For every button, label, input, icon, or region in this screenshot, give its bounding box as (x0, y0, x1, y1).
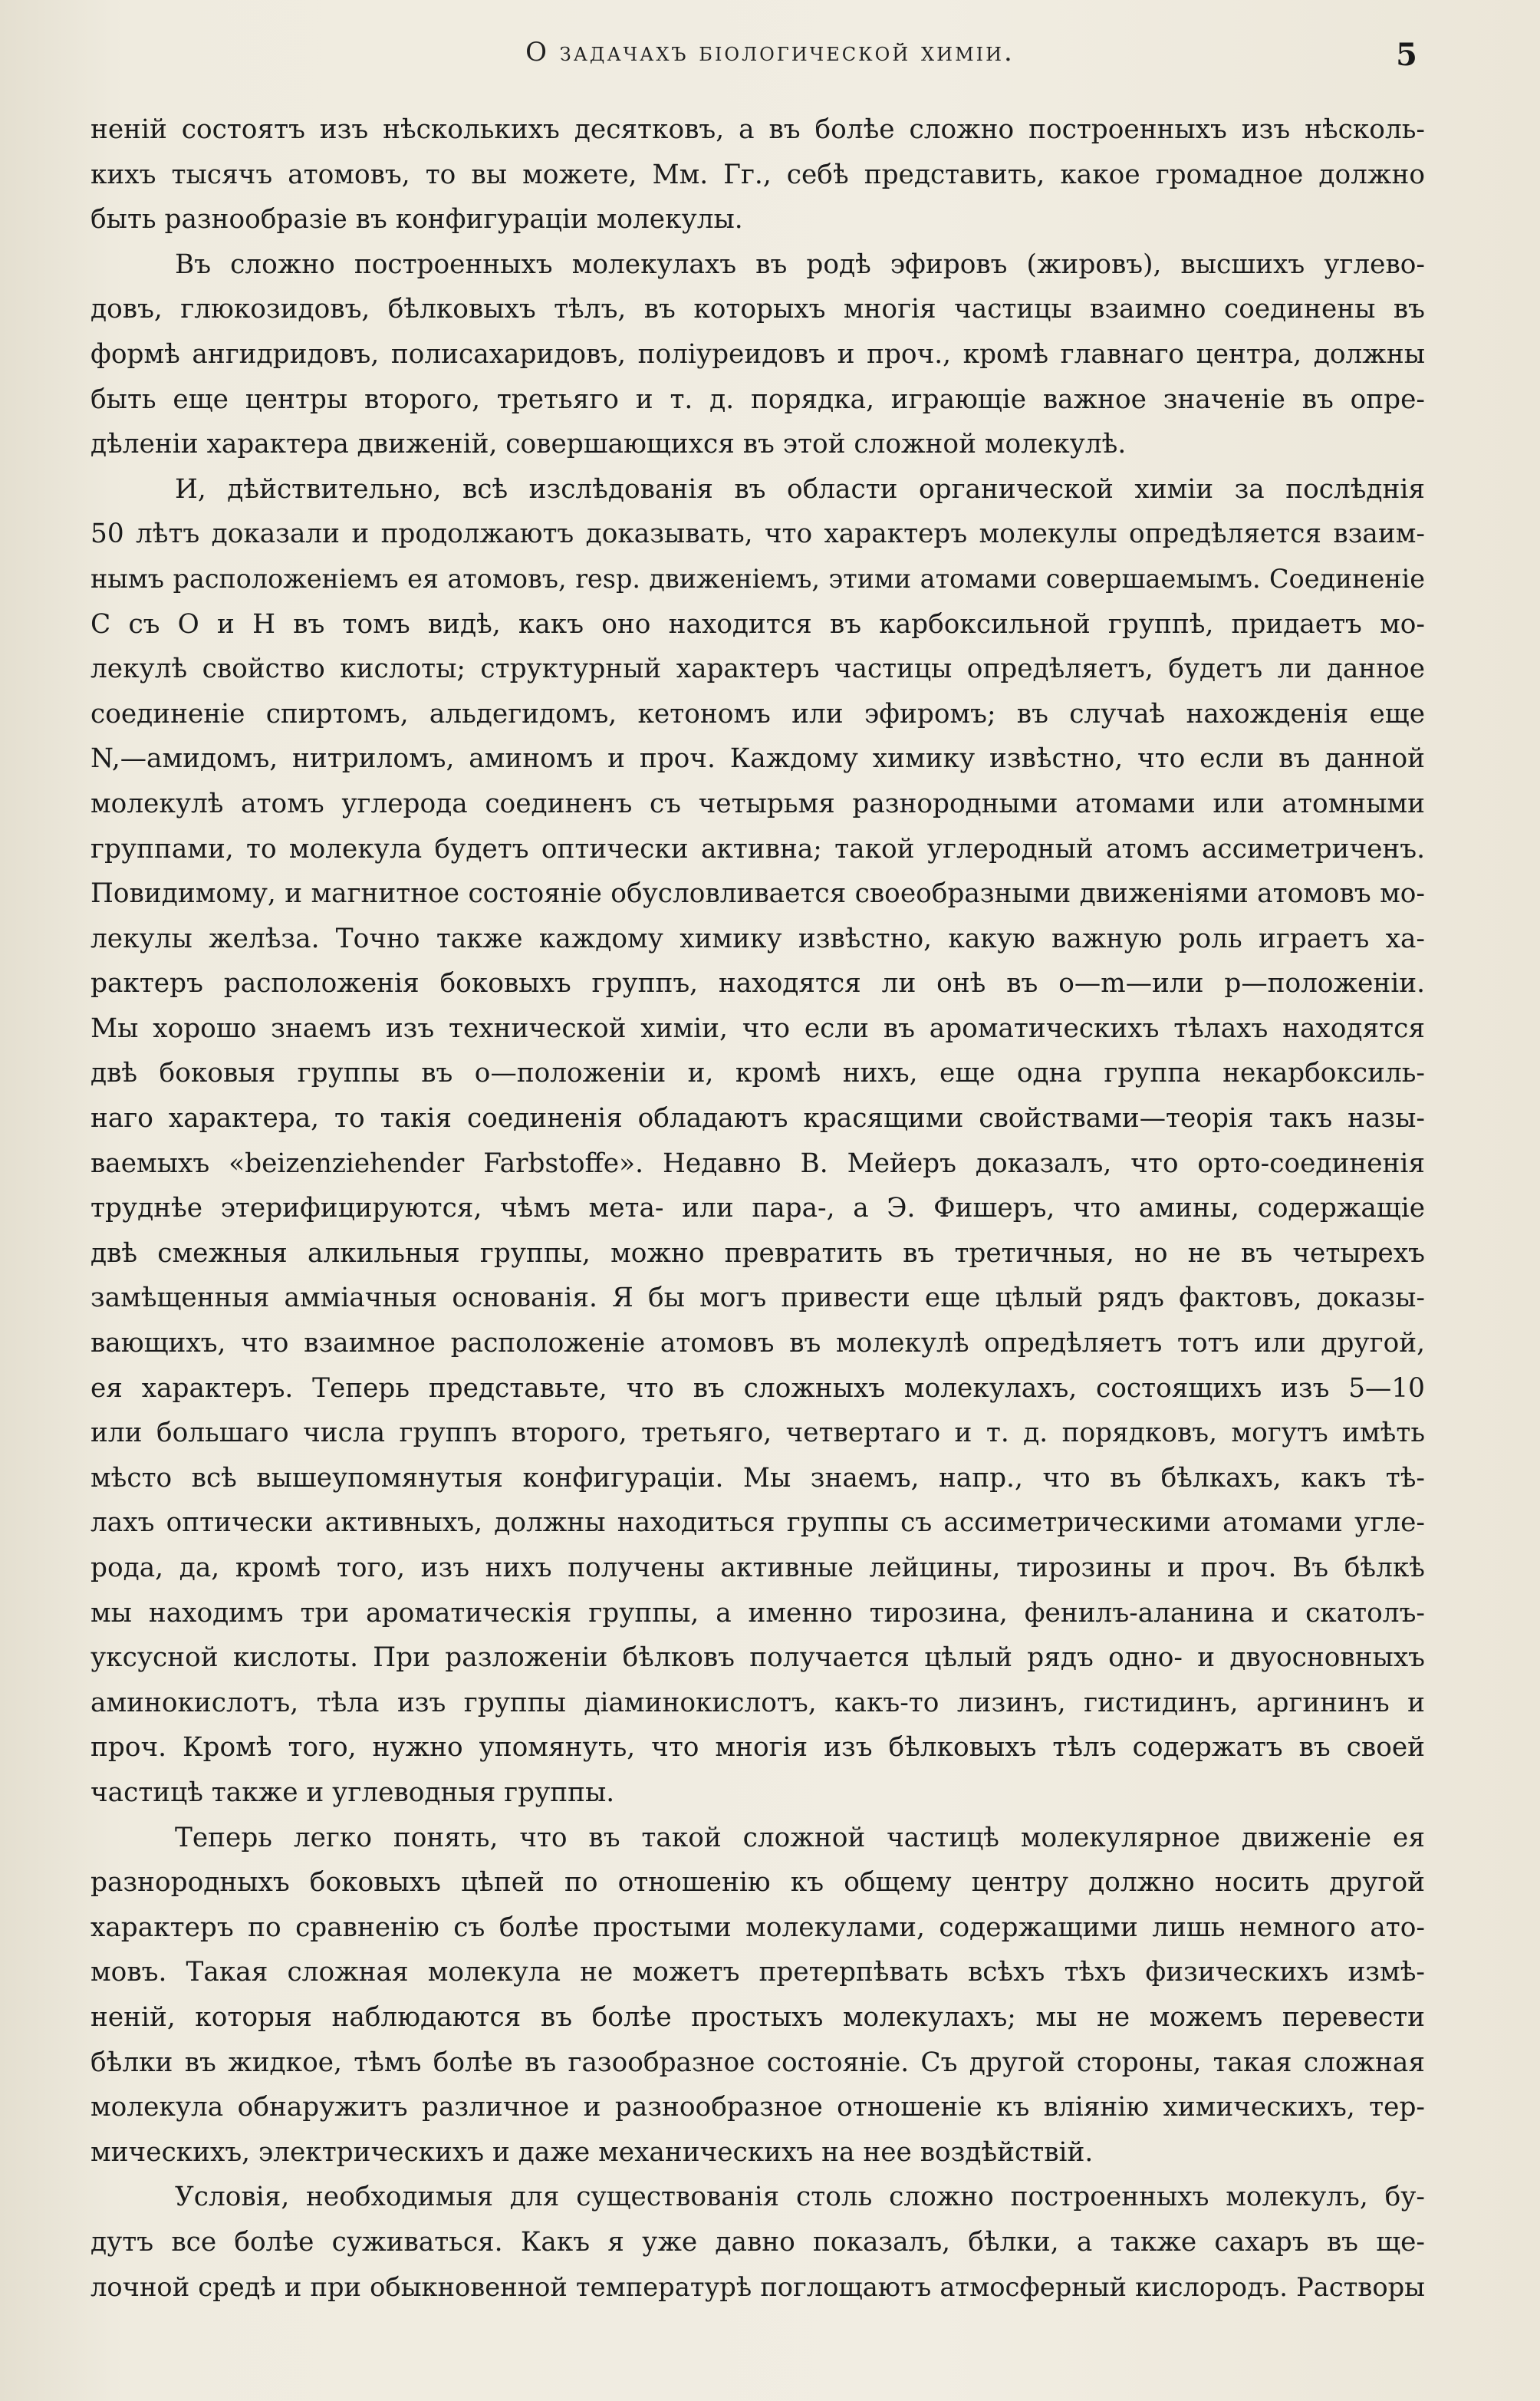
text-line: мѣсто всѣ вышеупомянутыя конфигураціи. Мы знаемъ, напр., что въ бѣлкахъ, какъ тѣ- (90, 1462, 1425, 1494)
text-line: наго характера, то такія соединенія обладаютъ красящими свойствами—теорія такъ назы- (90, 1103, 1425, 1135)
text-line: аминокислотъ, тѣла изъ группы діаминокислотъ, какъ-то лизинъ, гистидинъ, аргининъ и (90, 1687, 1425, 1718)
text-line: формѣ ангидридовъ, полисахаридовъ, поліуреидовъ и проч., кромѣ главнаго центра, должны (90, 338, 1425, 370)
text-line: 50 лѣтъ доказали и продолжаютъ доказывать, что характеръ молекулы опредѣляется взаим- (90, 519, 1425, 550)
text-line: С съ О и Н въ томъ видѣ, какъ оно находится въ карбоксильной группѣ, придаетъ мо- (90, 608, 1425, 640)
text-line: N,—амидомъ, нитриломъ, аминомъ и проч. Каждому химику извѣстно, что если въ данной (90, 743, 1425, 775)
text-line: Въ сложно построенныхъ молекулахъ въ родѣ эфировъ (жировъ), высшихъ углево- (175, 249, 1425, 280)
text-line: разнородныхъ боковыхъ цѣпей по отношенію къ общему центру должно носить другой (90, 1867, 1425, 1899)
text-line: быть еще центры второго, третьяго и т. д. порядка, играющіе важное значеніе въ опре- (90, 384, 1425, 415)
text-line: соединеніе спиртомъ, альдегидомъ, кетономъ или эфиромъ; въ случаѣ нахожденія еще (90, 698, 1425, 730)
body-text (90, 107, 1425, 2310)
text-line: Теперь легко понять, что въ такой сложной частицѣ молекулярное движеніе ея (175, 1822, 1425, 1853)
text-line: мовъ. Такая сложная молекула не можетъ претерпѣвать всѣхъ тѣхъ физическихъ измѣ- (90, 1957, 1425, 1988)
text-line: мическихъ, электрическихъ и даже механическихъ на нее воздѣйствій. (90, 2136, 1094, 2168)
text-line: группами, то молекула будетъ оптически активна; такой углеродный атомъ ассиметриченъ. (90, 833, 1425, 865)
text-line: двѣ боковыя группы въ о—положеніи и, кромѣ нихъ, еще одна группа некарбоксиль- (90, 1058, 1425, 1089)
text-line: лочной средѣ и при обыкновенной температурѣ поглощаютъ атмосферный кислородъ. Растворы (90, 2271, 1425, 2302)
text-line: уксусной кислоты. При разложеніи бѣлковъ получается цѣлый рядъ одно- и двуосновныхъ (90, 1642, 1425, 1674)
text-line: ея характеръ. Теперь представьте, что въ сложныхъ молекулахъ, состоящихъ изъ 5—10 (90, 1372, 1425, 1404)
text-line: труднѣе этерифицируются, чѣмъ мета- или пара-, а Э. Фишеръ, что амины, содержащіе (90, 1193, 1425, 1224)
text-line: ваемыхъ «beizenziehender Farbstoffe». Недавно В. Мейеръ доказалъ, что орто-соединенія (90, 1148, 1425, 1179)
text-line: Условія, необходимыя для существованія столь сложно построенныхъ молекулъ, бу- (175, 2182, 1425, 2213)
text-line: нымъ расположеніемъ ея атомовъ, resp. движеніемъ, этими атомами совершаемымъ. Соединеніе (90, 563, 1425, 594)
text-line: молекула обнаружитъ различное и разнообразное отношеніе къ вліянію химическихъ, тер- (90, 2092, 1425, 2123)
text-line: И, дѣйствительно, всѣ изслѣдованія въ области органической химіи за послѣднія (175, 473, 1425, 505)
text-line: довъ, глюкозидовъ, бѣлковыхъ тѣлъ, въ которыхъ многія частицы взаимно соединены въ (90, 294, 1425, 325)
text-line: частицѣ также и углеводныя группы. (90, 1777, 615, 1808)
text-line: вающихъ, что взаимное расположеніе атомовъ въ молекулѣ опредѣляетъ тотъ или другой, (90, 1328, 1425, 1359)
page-number: 5 (1396, 37, 1417, 73)
text-line: кихъ тысячъ атомовъ, то вы можете, Мм. Гг., себѣ представить, какое громадное должно (90, 159, 1425, 190)
text-line: рактеръ расположенія боковыхъ группъ, находятся ли онѣ въ о—m—или р—положеніи. (90, 968, 1425, 1000)
text-line: бѣлки въ жидкое, тѣмъ болѣе въ газообразное состояніе. Съ другой стороны, такая сложная (90, 2047, 1425, 2078)
text-line: Повидимому, и магнитное состояніе обусловливается своеобразными движеніями атомовъ мо- (90, 878, 1425, 910)
text-line: рода, да, кромѣ того, изъ нихъ получены активные лейцины, тирозины и проч. Въ бѣлкѣ (90, 1553, 1425, 1583)
text-line: характеръ по сравненію съ болѣе простыми молекулами, содержащими лишь немного ато- (90, 1912, 1425, 1943)
text-line: быть разнообразіе въ конфигураціи молекулы. (90, 204, 743, 235)
text-line: проч. Кромѣ того, нужно упомянуть, что многія изъ бѣлковыхъ тѣлъ содержатъ въ своей (90, 1732, 1425, 1764)
text-line: молекулѣ атомъ углерода соединенъ съ четырьмя разнородными атомами или атомными (90, 788, 1425, 819)
text-line: лахъ оптически активныхъ, должны находиться группы съ ассиметрическими атомами угле- (90, 1507, 1425, 1539)
text-line: неній состоятъ изъ нѣсколькихъ десятковъ, а въ болѣе сложно построенныхъ изъ нѣсколь- (90, 114, 1425, 145)
text-line: или большаго числа группъ второго, третьяго, четвертаго и т. д. порядковъ, могутъ имѣть (90, 1418, 1425, 1449)
page-header (0, 37, 1540, 83)
text-line: дутъ все болѣе суживаться. Какъ я уже давно показалъ, бѣлки, а также сахаръ въ ще- (90, 2226, 1425, 2258)
running-head: О задачахъ біологической химіи. (525, 37, 1015, 68)
text-line: лекулы желѣза. Точно также каждому химику извѣстно, какую важную роль играетъ ха- (90, 923, 1425, 954)
text-line: Мы хорошо знаемъ изъ технической химіи, что если въ ароматическихъ тѣлахъ находятся (90, 1013, 1425, 1044)
text-line: неній, которыя наблюдаются въ болѣе простыхъ молекулахъ; мы не можемъ перевести (90, 2001, 1425, 2033)
text-line: дѣленіи характера движеній, совершающихся въ этой сложной молекулѣ. (90, 429, 1127, 460)
text-line: мы находимъ три ароматическія группы, а именно тирозина, фенилъ-аланина и скатолъ- (90, 1597, 1425, 1629)
text-line: замѣщенныя амміачныя основанія. Я бы могъ привести еще цѣлый рядъ фактовъ, доказы- (90, 1283, 1425, 1314)
text-line: лекулѣ свойство кислоты; структурный характеръ частицы опредѣляетъ, будетъ ли данное (90, 654, 1425, 685)
text-line: двѣ смежныя алкильныя группы, можно превратить въ третичныя, но не въ четырехъ (90, 1237, 1425, 1269)
